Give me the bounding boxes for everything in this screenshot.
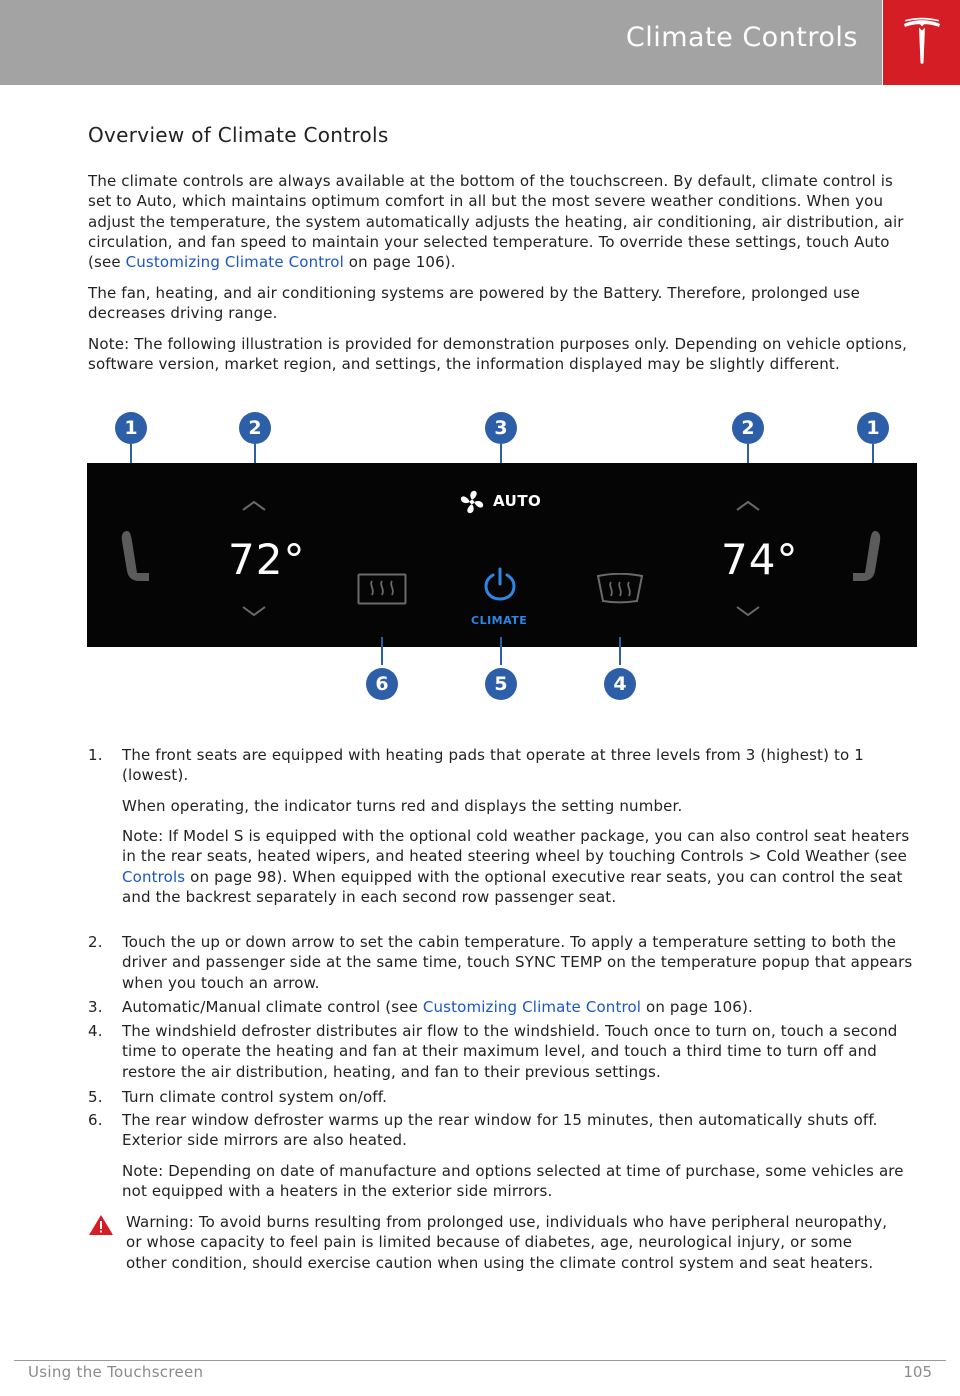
temp-up-left-icon[interactable] — [241, 500, 267, 512]
intro-paragraph — [88, 171, 918, 272]
temp-down-right-icon[interactable] — [735, 605, 761, 617]
tesla-logo-icon — [902, 17, 942, 67]
power-icon[interactable] — [484, 567, 516, 601]
climate-bar-panel — [87, 463, 917, 647]
list-number: 1. — [88, 746, 103, 764]
page-header — [0, 0, 882, 85]
customizing-climate-link[interactable]: Customizing Climate Control — [125, 253, 344, 272]
customizing-climate-link[interactable]: Customizing Climate Control — [422, 998, 642, 1016]
header-title: Climate Controls — [625, 22, 858, 53]
windshield-defrost-icon[interactable] — [595, 573, 645, 605]
note-text-after: on page 98). When equipped with the optional executive rear seats, you can control the seat and the backrest separately in each second row passenger seat. — [122, 867, 903, 906]
list-text: Touch the up or down arrow to set the cabin temperature. To apply a temperature setting to both the driver and passenger side at the same time, touch SYNC TEMP on the temperature popup that appears when you touch an arrow. — [122, 933, 913, 992]
fan-icon[interactable] — [459, 490, 485, 514]
list-subtext: When operating, the indicator turns red and displays the setting number. — [122, 797, 683, 815]
callout-5: 5 — [485, 668, 517, 700]
footer-section-name: Using the Touchscreen — [28, 1363, 204, 1381]
list-text-before: Automatic/Manual climate control (see — [122, 998, 423, 1016]
list-text: Turn climate control system on/off. — [122, 1088, 387, 1106]
list-number: 3. — [88, 998, 103, 1016]
controls-link[interactable]: Controls — [122, 867, 186, 886]
seat-heater-right-icon[interactable] — [849, 527, 885, 587]
temp-down-left-icon[interactable] — [241, 605, 267, 617]
list-item — [88, 1087, 918, 1109]
climate-illustration — [87, 408, 917, 708]
list-number: 5. — [88, 1088, 103, 1106]
list-item — [88, 1110, 918, 1152]
callout-6: 6 — [366, 668, 398, 700]
passenger-temperature: 74° — [721, 535, 799, 584]
callout-3: 3 — [485, 412, 517, 444]
list-text: The rear window defroster warms up the rear window for 15 minutes, then automatically shuts off. Exterior side mirrors are also heated. — [122, 1111, 878, 1150]
warning-triangle-icon — [88, 1214, 114, 1236]
list-item — [88, 997, 918, 1019]
callout-1-left: 1 — [115, 412, 147, 444]
seat-heater-left-icon[interactable] — [117, 527, 153, 587]
list-item — [88, 745, 918, 787]
callout-2-right: 2 — [732, 412, 764, 444]
list-note — [122, 826, 918, 907]
list-item — [88, 1021, 918, 1083]
driver-temperature: 72° — [228, 535, 306, 584]
list-text: The windshield defroster distributes air flow to the windshield. Touch once to turn on, touch a second time to operate the heating and fan at their maximum level, and touch a third time to turn off and restore the air distribution, heating, and fan to their previous settings. — [122, 1022, 898, 1081]
list-number: 4. — [88, 1022, 103, 1040]
battery-paragraph: The fan, heating, and air conditioning systems are powered by the Battery. Therefore, prolonged use decreases driving range. — [88, 284, 861, 323]
auto-button[interactable]: AUTO — [493, 492, 542, 510]
climate-power-label[interactable]: CLIMATE — [471, 614, 528, 627]
callout-1-right: 1 — [857, 412, 889, 444]
list-number: 2. — [88, 933, 103, 951]
list-number: 6. — [88, 1111, 103, 1129]
callout-4: 4 — [604, 668, 636, 700]
logo-box — [883, 0, 960, 85]
rear-defrost-icon[interactable] — [357, 573, 407, 605]
footer-page-number: 105 — [903, 1363, 932, 1381]
note-paragraph: Note: The following illustration is provided for demonstration purposes only. Depending on vehicle options, software version, market region, and settings, the information displayed may be slightly different. — [88, 335, 908, 374]
section-title: Overview of Climate Controls — [88, 123, 389, 147]
list-text: The front seats are equipped with heating pads that operate at three levels from 3 (highest) to 1 (lowest). — [122, 746, 864, 785]
leader-line — [381, 637, 383, 665]
intro-text-after: on page 106). — [343, 253, 456, 272]
warning-text: Warning: To avoid burns resulting from prolonged use, individuals who have peripheral neuropathy, or whose capacity to feel pain is limited because of diabetes, age, neurological injury, or some other condition, should exercise caution when using the climate control system and seat heaters. — [126, 1213, 888, 1272]
footer-divider — [14, 1360, 946, 1361]
leader-line — [619, 637, 621, 665]
list-text-after: on page 106). — [641, 998, 753, 1016]
list-text — [122, 997, 918, 1017]
note-text: Note: If Model S is equipped with the optional cold weather package, you can also control seat heaters in the rear seats, heated wipers, and heated steering wheel by touching Controls > Cold Weather (see — [122, 827, 910, 866]
temp-up-right-icon[interactable] — [735, 500, 761, 512]
leader-line — [500, 637, 502, 665]
warning-block — [88, 1212, 918, 1296]
list-item — [88, 932, 918, 994]
callout-2-left: 2 — [239, 412, 271, 444]
list-note: Note: Depending on date of manufacture and options selected at time of purchase, some vehicles are not equipped with a heaters in the exterior side mirrors. — [122, 1162, 904, 1201]
intro-text: The climate controls are always available at the bottom of the touchscreen. By default, climate control is set to Auto, which maintains optimum comfort in all but the most severe weather conditions. When you adjust the temperature, the system automatically adjusts the heating, air conditioning, air distribution, air circulation, and fan speed to maintain your selected temperature. To override these settings, touch Auto (see — [88, 172, 904, 272]
